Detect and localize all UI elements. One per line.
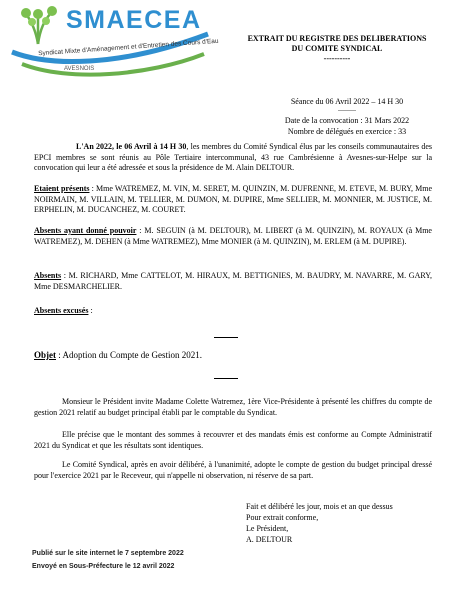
seance-date: Séance du 06 Avril 2022 – 14 H 30 [290, 97, 404, 106]
header-line-1: EXTRAIT DU REGISTRE DES DELIBERATIONS [247, 34, 427, 43]
signature-line-2: Pour extrait conforme, [246, 513, 319, 522]
absents-label: Absents [34, 271, 62, 280]
paragraph-3: Le Comité Syndical, après en avoir délibéré, à l'unanimité, adopte le compte de gestion du budget principal dressé pour l'exercice 2021 par le Receveur, qui n'appelle ni observation, ni réserve de sa part. [34, 460, 432, 480]
presents-paragraph [34, 184, 432, 216]
logo-title: SMAECEA [66, 6, 202, 34]
excuses-text: : [88, 306, 93, 315]
registry-header [232, 34, 442, 64]
pouvoir-paragraph [34, 226, 432, 247]
logo-city: AVESNOIS [64, 66, 95, 72]
intro-lead: L'An 2022, le 06 Avril à 14 H 30 [76, 142, 187, 151]
excuses-paragraph [34, 306, 432, 317]
footer-publie: Publié sur le site internet le 7 septembre 2022 [32, 550, 184, 557]
separator-2 [214, 378, 238, 379]
paragraph-2: Elle précise que le montant des sommes à recouvrer et des mandats émis est conforme au Compte Administratif 2021 du Syndicat et que les résultats sont identiques. [34, 430, 432, 450]
absents-paragraph [34, 271, 432, 292]
header-line-3: ---------- [323, 54, 351, 63]
objet-paragraph [34, 350, 432, 361]
absents-text: : M. RICHARD, Mme CATTELOT, M. HIRAUX, M. BETTIGNIES, M. BAUDRY, M. NAVARRE, M. GARY, Mme DESMARCHELIER. [34, 271, 432, 291]
signature-line-1: Fait et délibéré les jour, mois et an que dessus [246, 502, 393, 511]
smaecea-logo [8, 4, 219, 84]
footer-envoye: Envoyé en Sous-Préfecture le 12 avril 2022 [32, 563, 175, 570]
objet-label: Objet [34, 350, 56, 360]
separator-1 [214, 337, 238, 338]
delegates-count: Nombre de délégués en exercice : 33 [287, 127, 407, 136]
excuses-label: Absents excusés [34, 306, 89, 315]
logo-subtitle: Syndicat Mixte d'Aménagement et d'Entretien des Cours d'Eau [37, 37, 219, 58]
signature-block [246, 501, 436, 545]
pouvoir-text: : M. SEGUIN (à M. DELTOUR), M. LIBERT (à M. QUINZIN), M. ROYAUX (à Mme WATREMEZ), M. DEHEN (à Mme WATREMEZ), Mme MONIER (à M. QUINZIN), M. ERLEM (à M. DUPIRE). [34, 226, 432, 246]
signature-line-3: Le Président, [246, 524, 289, 533]
pouvoir-label: Absents ayant donné pouvoir [34, 226, 137, 235]
presents-label: Etaient présents [34, 184, 90, 193]
header-line-2: DU COMITE SYNDICAL [291, 44, 383, 53]
intro-paragraph [34, 142, 432, 174]
objet-text: : Adoption du Compte de Gestion 2021. [56, 350, 202, 360]
session-meta [252, 96, 442, 138]
convocation-date: Date de la convocation : 31 Mars 2022 [284, 115, 410, 125]
signature-name: A. DELTOUR [246, 535, 293, 544]
presents-text: : Mme WATREMEZ, M. VIN, M. SERET, M. QUINZIN, M. DUFRENNE, M. ETEVE, M. BURY, Mme NOIRMAIN, M. VILLAIN, M. TELLIER, M. DUMON, M. DUPIRE, Mme SELLIER, M. MONNIER, M. JUSTICE, M. ERPHELIN, M. DUCANCHEZ, M. COURET. [34, 184, 433, 214]
paragraph-1: Monsieur le Président invite Madame Colette Watremez, 1ère Vice-Présidente à présenté les chiffres du compte de gestion 2021 relatif au budget principal établi par le comptable du Syndicat. [34, 397, 432, 417]
intro-rest: , les membres du Comité Syndical élus par les conseils communautaires des EPCI membres se sont réunis au Pôle Tertiaire intercommunal, 43 rue Cambrésienne à Avesnes-sur-Helpe sur la convocation qui leur a été adressée et sous la présidence de M. Alain DELTOUR. [34, 142, 432, 172]
meta-dashes: --------- [338, 107, 356, 114]
